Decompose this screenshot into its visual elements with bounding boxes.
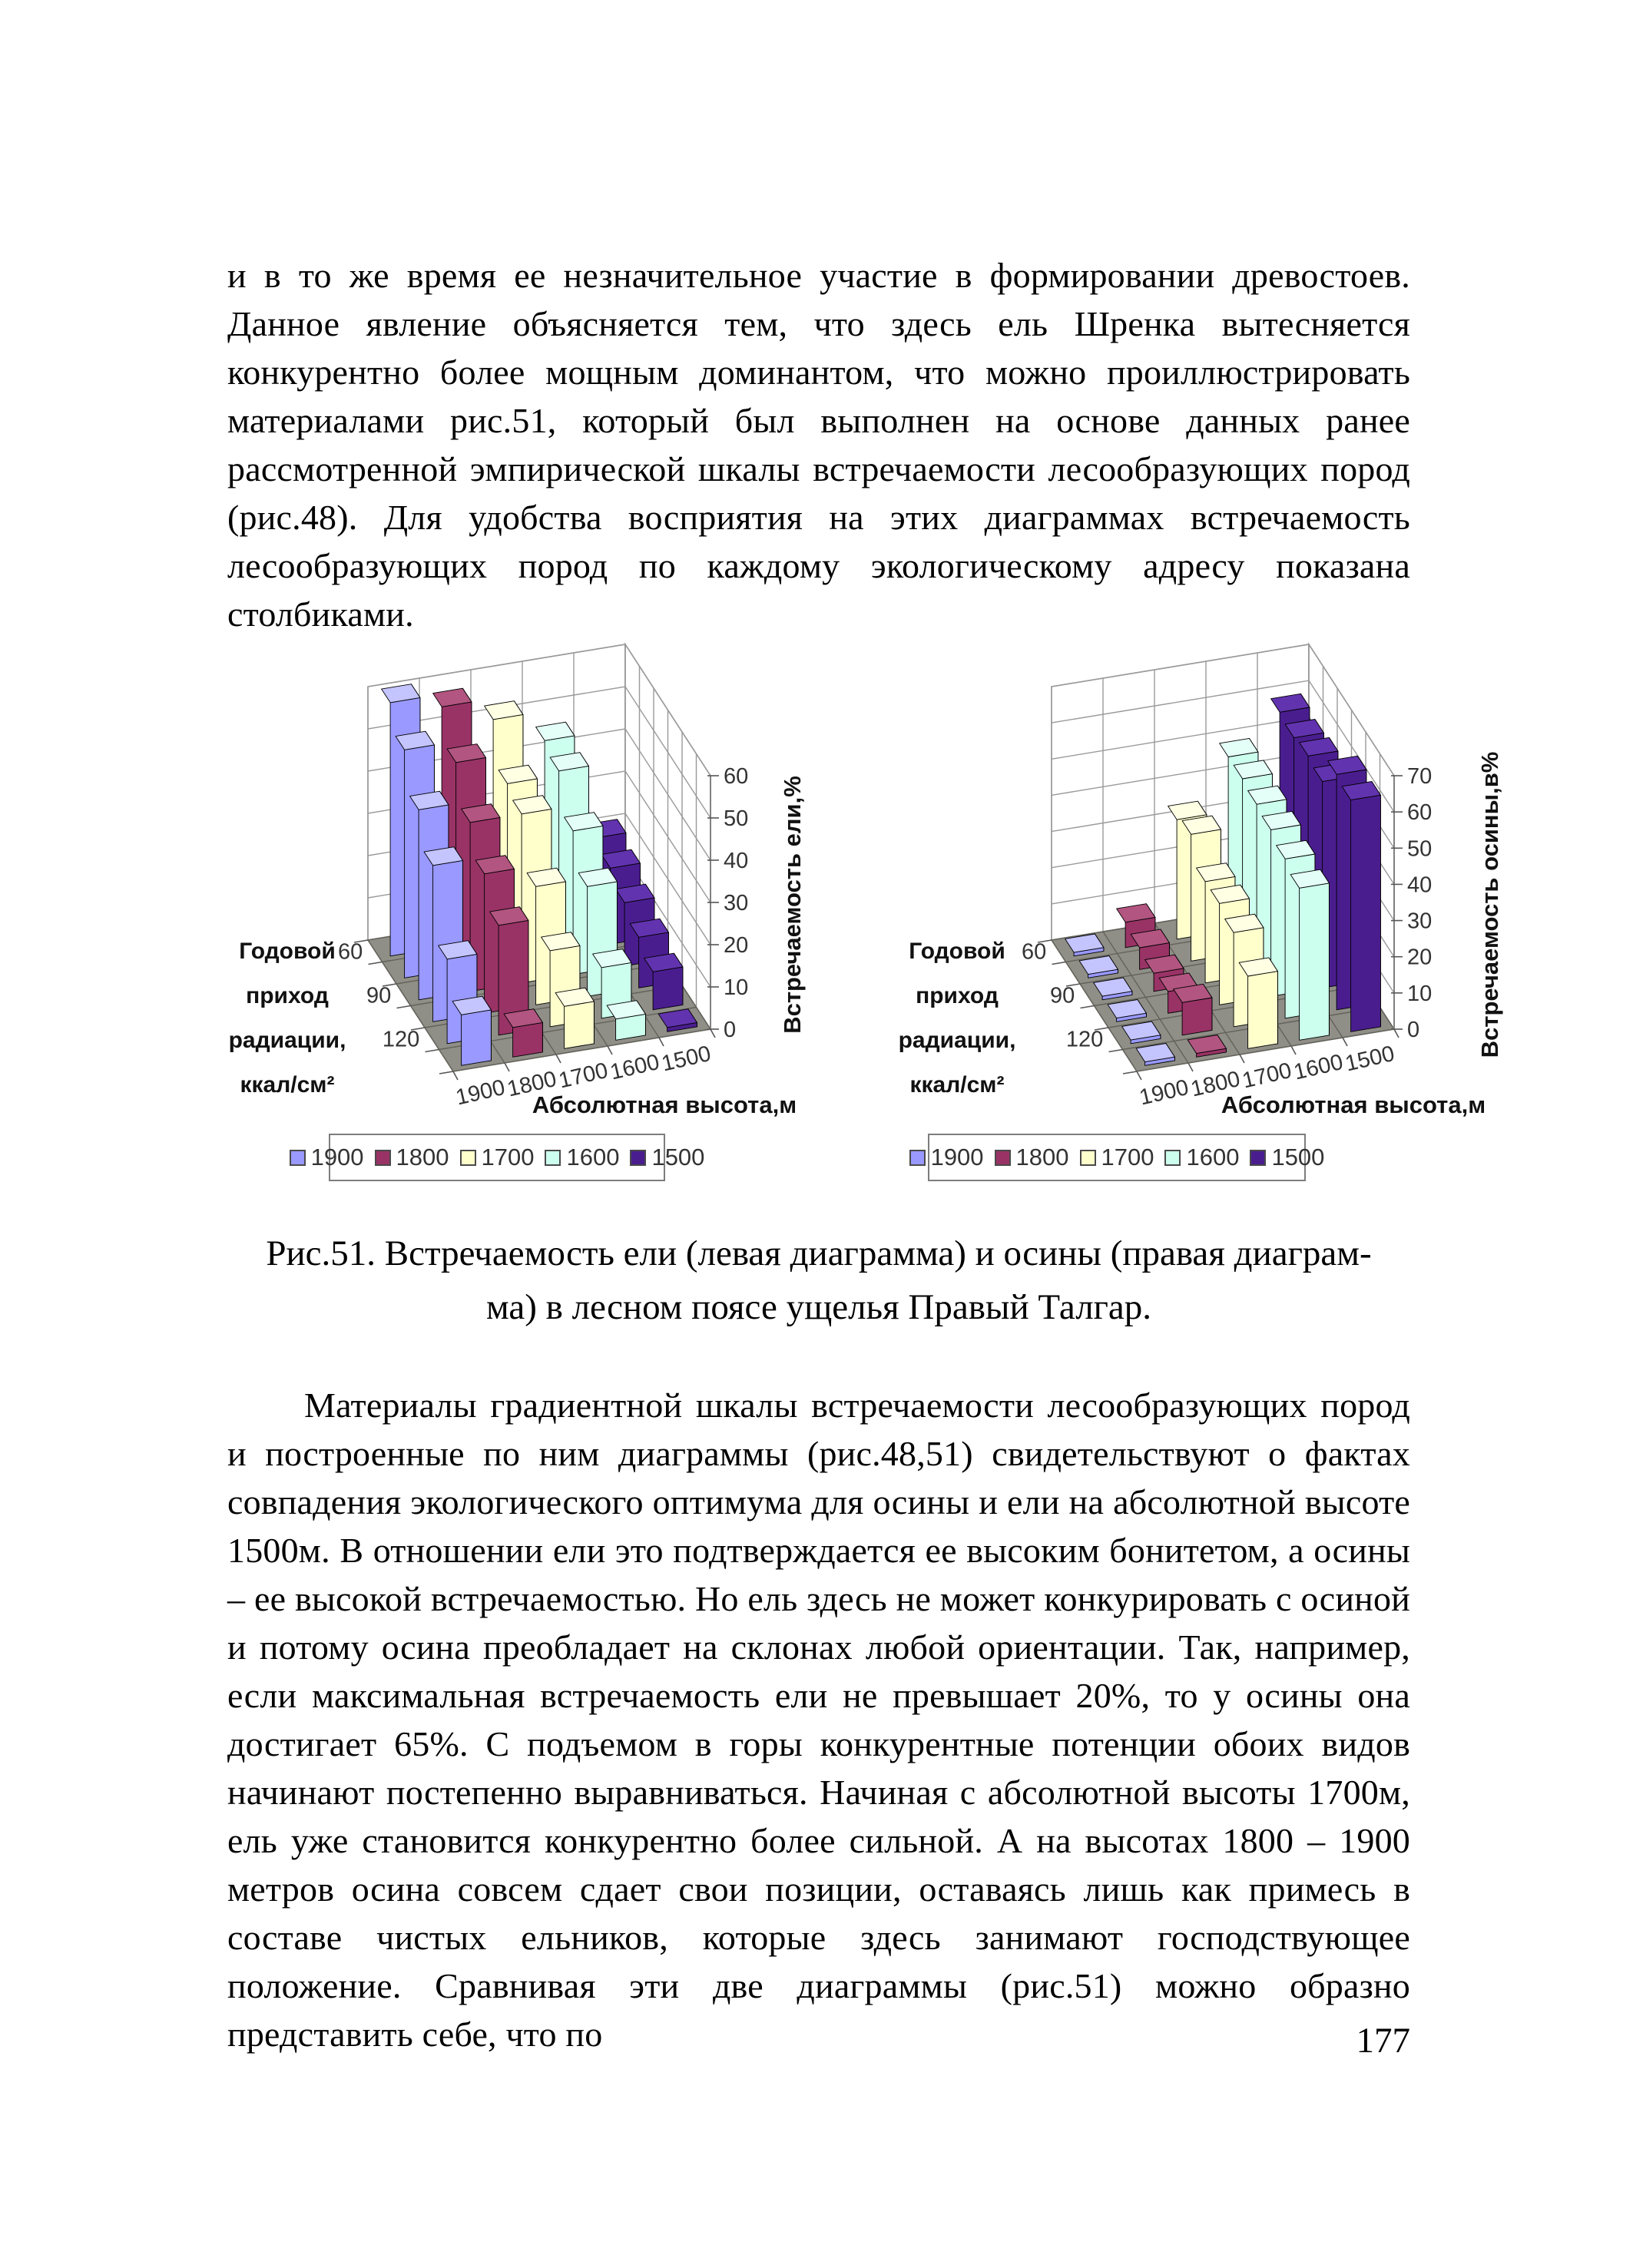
page-number: 177: [1356, 2021, 1410, 2061]
legend-swatch-1600: [1164, 1150, 1181, 1166]
paragraph-discussion-text: Материалы градиентной шкалы встречаемости лесообразующих пород и построенные по ним диаграммы (рис.48,51) свидетельствуют о фактах совпадения экологического оптимума для осины и ели на абсолютной высоте 1500м. В отношении ели это подтверждается ее высоким бонитетом, а осины – ее высокой встречаемостью. Но ель здесь не может конкурировать с осиной и потому осина преобладает на склонах любой ориентации. Так, например, если максимальная встречаемость ели не превышает 20%, то у осины она достигает 65%. С подъемом в горы конкурентные потенции обоих видов начинают постепенно выравниваться. Начиная с абсолютной высоты 1700м, ель уже становится конкурентно более сильной. А на высотах 1800 – 1900 метров осина совсем сдает свои позиции, оставаясь лишь как примесь в составе чистых ельников, которые здесь занимают господствующее положение. Сравнивая эти две диаграммы (рис.51) можно образно представить себе, что по: [227, 1386, 1410, 2054]
paragraph-intro: и в то же время ее незначительное участие в формировании древостоев. Данное явление объясняется тем, что здесь ель Шренка вытесняется конкурентно более мощным доминантом, что можно проиллюстрировать материалами рис.51, который был выполнен на основе данных ранее рассмотренной эмпирической шкалы встречаемости лесообразующих пород (рис.48). Для удобства восприятия на этих диаграммах встречаемость лесообразующих пород по каждому экологическому адресу показана столбиками.: [227, 256, 1410, 634]
z-tick-label: 0: [724, 1018, 737, 1042]
z-tick-label: 50: [724, 806, 749, 831]
depth-axis-tick: [1081, 1006, 1095, 1008]
chart-spruce-occurrence: [223, 630, 830, 1121]
x-axis-tick: [505, 1063, 509, 1071]
depth-tick-label: 120: [1065, 1027, 1104, 1052]
depth-axis-title: ккал/см²: [909, 1072, 1005, 1098]
x-tick-label: 1700: [1240, 1058, 1294, 1094]
depth-axis-title: приход: [916, 983, 999, 1008]
z-tick-label: 70: [1407, 764, 1433, 789]
legend-entry-1600: [545, 1144, 619, 1171]
depth-axis-tick: [397, 1006, 411, 1008]
bar-front-face: [1182, 998, 1212, 1035]
z-tick-label: 60: [724, 764, 749, 789]
x-tick-label: 1900: [453, 1074, 508, 1111]
figure-51: [0, 622, 1633, 1190]
figure-caption: [227, 1227, 1410, 1334]
legend-label: 1900: [310, 1144, 364, 1170]
legend-label: 1500: [1271, 1144, 1325, 1170]
value-axis-title: Встречаемость ели,%: [779, 776, 806, 1034]
legend-label: 1500: [651, 1144, 705, 1170]
legend-entry-1700: [1080, 1144, 1154, 1171]
z-tick-label: 60: [1407, 800, 1433, 826]
depth-axis-title: Годовой: [909, 939, 1005, 964]
value-axis-title: Встречаемость осины,в%: [1476, 751, 1503, 1058]
x-tick-label: 1900: [1137, 1074, 1191, 1111]
depth-tick-label: 120: [382, 1027, 420, 1052]
bar-front-face: [653, 967, 683, 1010]
x-tick-label: 1800: [505, 1066, 559, 1102]
legend-label: 1600: [1186, 1144, 1240, 1170]
legend-label: 1800: [396, 1144, 449, 1170]
z-tick-label: 10: [1407, 981, 1433, 1006]
depth-tick-label: 60: [1021, 939, 1047, 965]
depth-axis-tick: [369, 962, 383, 965]
x-axis-tick: [1188, 1063, 1193, 1071]
legend-label: 1700: [1101, 1144, 1154, 1170]
bar3d-chart-svg: [223, 630, 830, 1121]
bar-front-face: [1248, 972, 1278, 1049]
z-tick-label: 40: [1407, 872, 1433, 898]
x-tick-label: 1600: [1291, 1049, 1346, 1085]
legend-label: 1800: [1015, 1144, 1069, 1170]
bar-front-face: [462, 1010, 492, 1065]
z-tick-label: 0: [1407, 1018, 1420, 1042]
legend-label: 1700: [481, 1144, 535, 1170]
figure-caption-line2: ма) в лесном поясе ущелья Правый Талгар.: [485, 1287, 1152, 1327]
x-axis-tick: [608, 1046, 612, 1055]
legend-entry-1500: [1250, 1144, 1324, 1171]
legend-swatch-1800: [375, 1150, 391, 1166]
depth-axis-tick: [1109, 1050, 1123, 1052]
z-tick-label: 20: [1407, 945, 1433, 970]
x-tick-label: 1600: [608, 1049, 662, 1085]
legend-swatch-1600: [545, 1150, 561, 1166]
legend-label: 1600: [566, 1144, 620, 1170]
legend-entry-1800: [995, 1144, 1069, 1171]
chart-legend-aspen: [928, 1134, 1325, 1181]
paragraph-discussion: [227, 1381, 1410, 2058]
depth-axis-title: ккал/см²: [240, 1072, 335, 1098]
legend-entry-1900: [290, 1144, 364, 1171]
depth-tick-label: 60: [337, 939, 363, 965]
legend-entry-1600: [1164, 1144, 1239, 1171]
x-axis-tick: [556, 1055, 561, 1063]
x-tick-label: 1500: [659, 1041, 714, 1077]
x-axis-tick: [453, 1071, 458, 1080]
bar-front-face: [1351, 795, 1381, 1031]
legend-swatch-1500: [630, 1150, 646, 1166]
z-tick-label: 50: [1407, 836, 1433, 862]
x-axis-tick: [1137, 1071, 1141, 1080]
x-tick-label: 1700: [556, 1058, 611, 1094]
category-axis-title: Абсолютная высота,м: [1221, 1091, 1486, 1118]
legend-entry-1900: [909, 1144, 984, 1171]
legend-swatch-1900: [290, 1150, 306, 1166]
x-tick-label: 1500: [1343, 1041, 1397, 1077]
chart-aspen-occurrence: [883, 630, 1536, 1121]
figure-caption-line1: Рис.51. Встречаемость ели (левая диаграмма) и осины (правая диаграм-: [266, 1233, 1372, 1273]
legend-label: 1900: [930, 1144, 984, 1170]
depth-axis-title: радиации,: [898, 1028, 1016, 1053]
x-axis-tick: [659, 1038, 664, 1046]
bar-front-face: [513, 1022, 543, 1057]
z-tick-label: 30: [1407, 909, 1433, 934]
chart-legend-spruce: [310, 1134, 705, 1181]
depth-axis-tick: [1123, 1071, 1137, 1074]
depth-tick-label: 90: [1049, 983, 1075, 1008]
depth-axis-tick: [1052, 962, 1066, 965]
x-axis-tick: [1240, 1055, 1244, 1063]
x-axis-tick: [1291, 1046, 1296, 1055]
bar-front-face: [565, 1002, 595, 1048]
category-axis-title: Абсолютная высота,м: [532, 1091, 797, 1118]
x-axis-tick: [711, 1029, 715, 1038]
bar3d-chart-svg: [883, 630, 1536, 1121]
z-tick-label: 20: [724, 933, 749, 958]
legend-swatch-1700: [460, 1150, 476, 1166]
z-tick-label: 10: [724, 975, 749, 1000]
z-tick-label: 30: [724, 891, 749, 915]
legend-swatch-1800: [995, 1150, 1011, 1166]
depth-axis-title: радиации,: [228, 1028, 346, 1053]
x-tick-label: 1800: [1188, 1066, 1243, 1102]
x-axis-tick: [1343, 1038, 1347, 1046]
depth-axis-tick: [439, 1071, 453, 1074]
depth-tick-label: 90: [366, 983, 392, 1008]
legend-entry-1800: [375, 1144, 449, 1171]
bar-front-face: [1300, 883, 1330, 1040]
legend-entry-1700: [460, 1144, 535, 1171]
depth-axis-tick: [426, 1050, 439, 1052]
legend-swatch-1500: [1250, 1150, 1266, 1166]
z-tick-label: 40: [724, 849, 749, 873]
legend-swatch-1900: [909, 1150, 926, 1166]
x-axis-tick: [1394, 1029, 1399, 1038]
legend-entry-1500: [630, 1144, 704, 1171]
depth-axis-title: Годовой: [239, 939, 336, 964]
legend-swatch-1700: [1080, 1150, 1096, 1166]
depth-axis-title: приход: [246, 983, 329, 1008]
